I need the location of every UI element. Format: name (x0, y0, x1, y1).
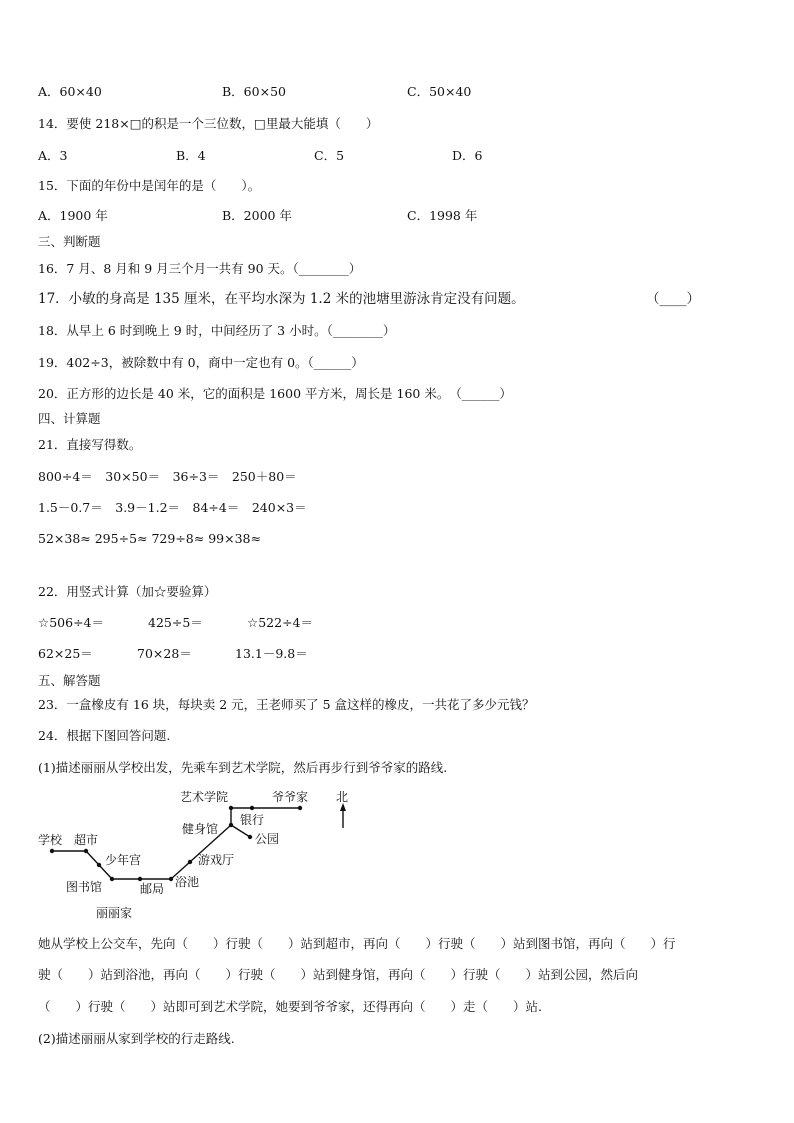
q24-fill-line-1: 她从学校上公交车，先向（ ）行驶（ ）站到超市，再向（ ）行驶（ ）站到图书馆，再向（ ）行 (38, 936, 676, 951)
map-node-art-college (229, 806, 233, 810)
q19: 19．402÷3，被除数中有 0，商中一定也有 0。（______） (38, 355, 364, 370)
q21-row-3: 52×38≈ 295÷5≈ 729÷8≈ 99×38≈ (38, 531, 261, 546)
map-node-arcade (188, 860, 192, 864)
map-label-market: 超市 (74, 833, 99, 847)
q15-option-a: A．1900 年 (38, 208, 108, 223)
map-node-gym (229, 823, 233, 827)
map-label-grandpa: 爷爷家 (272, 790, 309, 804)
section-heading-judgment: 三、判断题 (38, 234, 101, 249)
map-node-market (84, 849, 88, 853)
map-label-north: 北 (336, 790, 349, 804)
q24-sub-2: (2)描述丽丽从家到学校的行走路线. (38, 1031, 235, 1046)
q22-item-b: 425÷5＝ (148, 615, 203, 630)
q15-option-c: C．1998 年 (407, 208, 478, 223)
q20: 20．正方形的边长是 40 米，它的面积是 1600 平方米，周长是 160 米。 （______） (38, 386, 512, 401)
q21-row-2: 1.5－0.7＝ 3.9－1.2＝ 84÷4＝ 240×3＝ (38, 500, 307, 515)
map-label-bath: 浴池 (175, 875, 200, 889)
q21-row-1: 800÷4＝ 30×50＝ 36÷3＝ 250＋80＝ (38, 469, 297, 484)
q13-option-a: A．60×40 (38, 84, 102, 99)
q22-item-f: 13.1－9.8＝ (235, 646, 308, 661)
q14-option-c: C．5 (314, 148, 345, 163)
map-node-school (50, 849, 54, 853)
map-label-home: 丽丽家 (96, 906, 133, 920)
map-label-post-office: 邮局 (140, 882, 165, 896)
q23: 23．一盒橡皮有 16 块，每块卖 2 元，王老师买了 5 盒这样的橡皮，一共花了多少元钱？ (38, 697, 535, 712)
q15-option-b: B．2000 年 (222, 208, 292, 223)
q14-option-d: D．6 (452, 148, 483, 163)
q24-sub-1: (1)描述丽丽从学校出发，先乘车到艺术学院，然后再步行到爷爷家的路线. (38, 760, 448, 775)
map-label-arcade: 游戏厅 (198, 853, 235, 867)
section-heading-calculation: 四、计算题 (38, 411, 101, 426)
map-label-youth-palace: 少年宫 (105, 853, 142, 867)
q14-option-b: B．4 (176, 148, 206, 163)
q14-stem: 14．要使 218×□的积是一个三位数，□里最大能填（ ） (38, 116, 379, 131)
north-arrow-icon (340, 803, 346, 811)
q17-blank: （____） (646, 291, 700, 307)
q22-item-a: ☆506÷4＝ (38, 615, 104, 630)
map-label-bank: 银行 (240, 813, 265, 827)
q22-item-d: 62×25＝ (38, 646, 93, 661)
map-node-bath (169, 877, 173, 881)
q22-item-c: ☆522÷4＝ (247, 615, 313, 630)
map-label-library: 图书馆 (66, 880, 103, 894)
q24-fill-line-3: （ ）行驶（ ）站即可到艺术学院，她要到爷爷家，还得再向（ ）走（ ）站. (38, 999, 542, 1014)
q22-item-e: 70×28＝ (137, 646, 192, 661)
q13-option-b: B．60×50 (222, 84, 286, 99)
map-node-library (110, 877, 114, 881)
q14-option-a: A．3 (38, 148, 68, 163)
map-node-post-office (138, 877, 142, 881)
map-node-youth-palace (97, 863, 101, 867)
q15-stem: 15．下面的年份中是闰年的是（ ）。 (38, 178, 261, 193)
map-node-grandpa (298, 806, 302, 810)
q22-stem: 22．用竖式计算（加☆要验算） (38, 584, 217, 599)
q18: 18．从早上 6 时到晚上 9 时，中间经历了 3 小时。（________） (38, 323, 396, 338)
q17: 17．小敏的身高是 135 厘米，在平均水深为 1.2 米的池塘里游泳肯定没有问题。 (38, 291, 525, 307)
q24-stem: 24．根据下图回答问题. (38, 728, 171, 743)
map-node-bank (250, 806, 254, 810)
section-heading-word-problems: 五、解答题 (38, 673, 101, 688)
map-label-art-college: 艺术学院 (180, 790, 229, 804)
q16: 16．7 月、8 月和 9 月三个月一共有 90 天。（________） (38, 261, 362, 276)
q13-option-c: C．50×40 (407, 84, 472, 99)
map-label-school: 学校 (38, 833, 63, 847)
map-label-gym: 健身馆 (182, 822, 219, 836)
map-label-park: 公园 (255, 832, 280, 846)
q24-fill-line-2: 驶（ ）站到浴池，再向（ ）行驶（ ）站到健身馆，再向（ ）行驶（ ）站到公园，然后向 (38, 967, 639, 982)
q21-stem: 21．直接写得数。 (38, 437, 142, 452)
map-node-park (248, 835, 252, 839)
